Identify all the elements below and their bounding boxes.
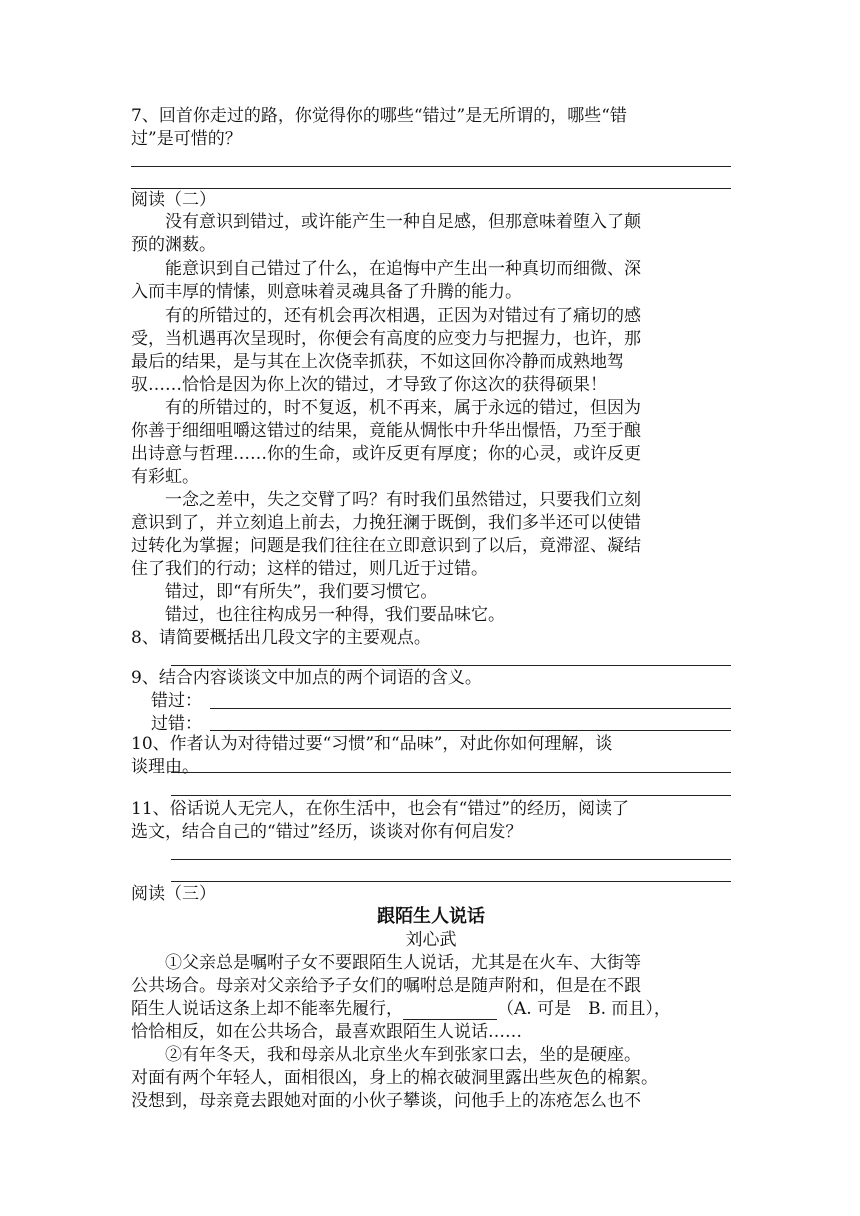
reading2-line: 意识到了，并立刻追上前去，力挽狂澜于既倒，我们多半还可以使错 [131,513,641,533]
reading2-line: 住了我们的行动；这样的错过，则几近于过错。 [131,559,488,579]
article-author: 刘心武 [405,930,457,950]
article-line: 恰恰相反，如在公共场合，最喜欢跟陌生人说话…… [131,1022,522,1042]
reading2-line: 你善于细细咀嚼这错过的结果，竟能从惆怅中升华出憬悟，乃至于酿 [131,421,641,441]
reading2-habit-line [131,581,437,603]
q9-label-b: 过错： [151,714,202,734]
q10-answer-line-1[interactable] [171,772,731,773]
reading2-savor-line [131,604,505,626]
q9-answer-line-b[interactable] [210,730,731,731]
reading2-line: 最后的结果，是与其在上次侥幸抓获，不如这回你冷静而成熟地驾 [131,352,624,372]
q11-line-2: 选文，结合自己的“错过”经历，谈谈对你有何启发？ [131,822,523,842]
reading2-line: 出诗意与哲理……你的生命，或许反更有厚度；你的心灵，或许反更 [131,444,641,464]
reading2-line: 能意识到自己错过了什么，在追悔中产生出一种真切而细微、深 [131,259,641,279]
q8-answer-line[interactable] [171,665,731,666]
reading2-line: 预的渊薮。 [131,235,216,255]
q9-answer-line-a[interactable] [210,708,731,709]
article-title: 跟陌生人说话 [377,906,485,927]
q9-text: 9、结合内容谈谈文中加点的两个词语的含义。 [131,668,482,688]
savor-word: 品味 [437,605,471,625]
q7-answer-line-2[interactable] [131,188,731,189]
reading2-line: 一念之差中，失之交臂了吗？有时我们虽然错过，只要我们立刻 [131,490,641,510]
blank-options: （A. 可是 B. 而且）， [497,999,671,1019]
reading2-line: 入而丰厚的情愫，则意味着灵魂具备了升腾的能力。 [131,282,522,302]
q7-line-1: 7、回首你走过的路，你觉得你的哪些“错过”是无所谓的，哪些“错 [131,106,627,126]
habit-pre: 错过，即“有所失”，我们要 [131,582,370,602]
q11-answer-line-2[interactable] [171,881,731,882]
q9-label-a: 错过： [151,691,202,711]
article-line: 没想到，母亲竟去跟她对面的小伙子攀谈，问他手上的冻疮怎么也不 [131,1091,641,1111]
reading2-line: 有彩虹。 [131,467,199,487]
q11-answer-line-1[interactable] [171,859,731,860]
reading2-line: 过转化为掌握；问题是我们往往在立即意识到了以后，竟滞涩、凝结 [131,536,641,556]
reading2-heading: 阅读（二） [131,190,216,210]
fill-blank[interactable] [403,1003,497,1020]
q11-line-1: 11、俗话说人无完人，在你生活中，也会有“错过”的经历，阅读了 [131,799,630,819]
reading2-line: 有的所错过的，还有机会再次相遇，正因为对错过有了痛切的感 [131,306,641,326]
q10-line-2: 谈理由。 [131,757,199,777]
article-line-with-blank [131,998,671,1020]
savor-post: 它。 [471,605,505,625]
article-line: ①父亲总是嘱咐子女不要跟陌生人说话，尤其是在火车、大街等 [131,953,641,973]
q10-answer-line-2[interactable] [171,795,731,796]
habit-post: 它。 [403,582,438,602]
q7-answer-line-1[interactable] [131,166,731,167]
dotted-word-habit: 习惯 [369,582,404,602]
reading3-heading: 阅读（三） [131,884,216,904]
q10-line-1: 10、作者认为对待错过要“习惯”和“品味”，对此你如何理解，谈 [131,734,613,754]
article-text: 陌生人说话这条上却不能率先履行， [131,999,403,1019]
savor-pre: 错过，也往往构成另一种得，我们要 [131,605,437,625]
q8-text: 8、请简要概括出几段文字的主要观点。 [131,628,431,648]
article-line: ②有年冬天，我和母亲从北京坐火车到张家口去，坐的是硬座。 [131,1045,641,1065]
reading2-line: 受，当机遇再次呈现时，你便会有高度的应变力与把握力，也许，那 [131,329,641,349]
article-line: 对面有两个年轻人，面相很凶，身上的棉衣破洞里露出些灰色的棉絮。 [131,1068,658,1088]
q7-line-2: 过”是可惜的？ [131,129,242,149]
reading2-line: 没有意识到错过，或许能产生一种自足感，但那意味着堕入了颠 [131,212,641,232]
reading2-line: 驭……恰恰是因为你上次的错过，才导致了你这次的获得硕果！ [131,375,607,395]
article-line: 公共场合。母亲对父亲给予子女们的嘱咐总是随声附和，但是在不跟 [131,976,641,996]
reading2-line: 有的所错过的，时不复返，机不再来，属于永远的错过，但因为 [131,398,641,418]
